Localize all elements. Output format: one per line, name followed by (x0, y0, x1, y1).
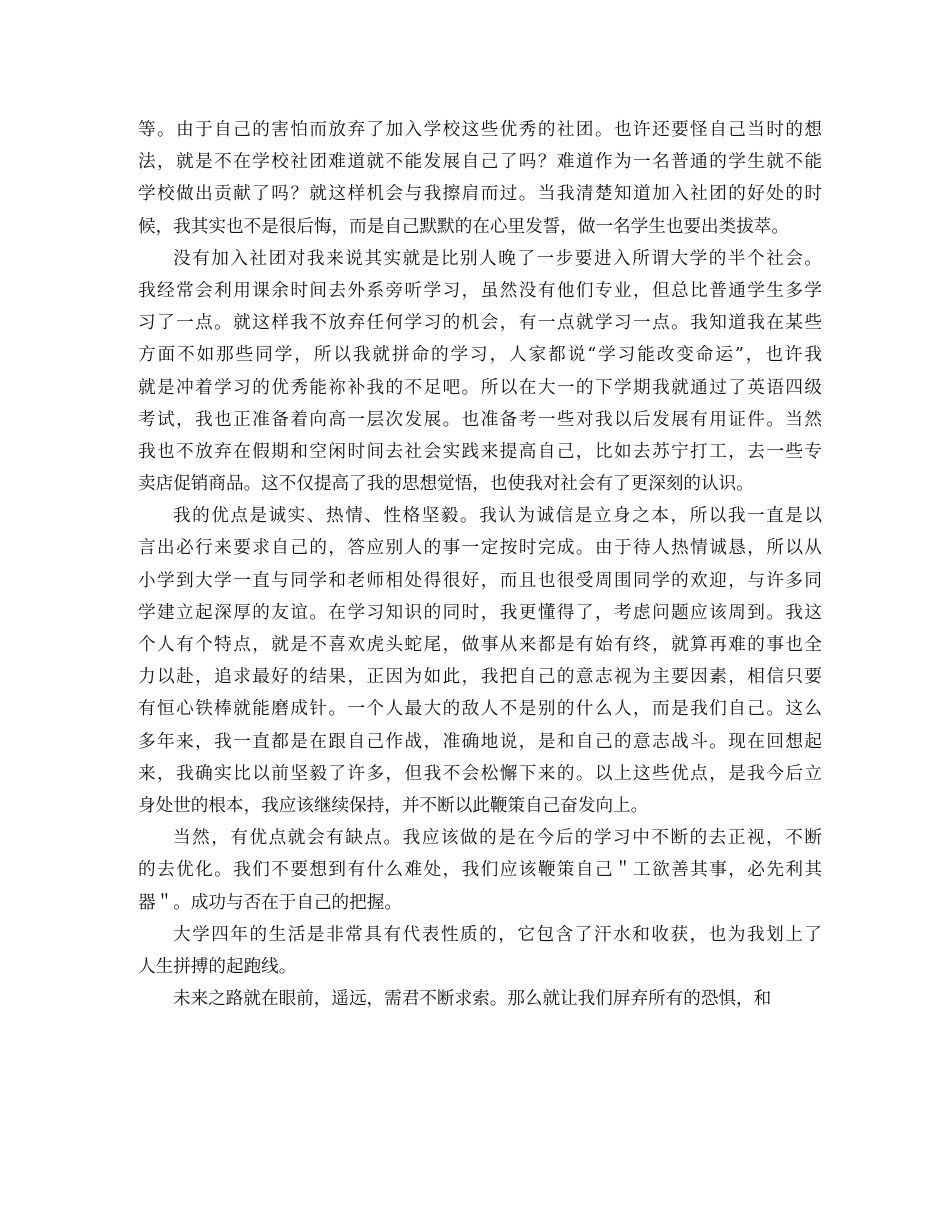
text-line: 的去优化。我们不要想到有什么难处，我们应该鞭策自己＂工欲善其事，必先利其 (138, 860, 822, 881)
text-line: 个人有个特点，就是不喜欢虎头蛇尾，做事从来都是有始有终，就算再难的事也全 (138, 635, 822, 655)
text-line: 言出必行来要求自己的，答应别人的事一定按时完成。由于待人热情诚恳，所以从 (138, 538, 822, 559)
paragraph (138, 500, 822, 822)
text-line: 身处世的根本，我应该继续保持，并不断以此鞭策自己奋发向上。 (138, 795, 649, 816)
paragraph (138, 114, 822, 243)
document-body (138, 114, 822, 1015)
text-line: 大学四年的生活是非常具有代表性质的，它包含了汗水和收获，也为我划上了 (173, 924, 822, 945)
text-line: 学建立起深厚的友谊。在学习知识的同时，我更懂得了，考虑问题应该周到。我这 (138, 602, 822, 623)
text-line: 没有加入社团对我来说其实就是比别人晚了一步要进入所谓大学的半个社会。 (173, 248, 822, 269)
text-line: 习了一点。就这样我不放弃任何学习的机会，有一点就学习一点。我知道我在某些 (138, 313, 822, 334)
text-line: 小学到大学一直与同学和老师相处得很好，而且也很受周围同学的欢迎，与许多同 (138, 570, 822, 591)
paragraph (138, 243, 822, 501)
text-line: 我的优点是诚实、热情、性格坚毅。我认为诚信是立身之本，所以我一直是以 (173, 506, 822, 527)
text-line: 法，就是不在学校社团难道就不能发展自己了吗？难道作为一名普通的学生就不能 (138, 152, 822, 173)
text-line: 学校做出贡献了吗？就这样机会与我擦肩而过。当我清楚知道加入社团的好处的时 (138, 184, 822, 205)
text-line: 有恒心铁棒就能磨成针。一个人最大的敌人不是别的什么人，而是我们自己。这么 (138, 699, 822, 720)
text-line: 多年来，我一直都是在跟自己作战，准确地说，是和自己的意志战斗。现在回想起 (138, 731, 822, 752)
text-line: 未来之路就在眼前，遥远，需君不断求索。那么就让我们屏弃所有的恐惧，和 (173, 989, 772, 1010)
text-line: 候，我其实也不是很后悔，而是自己默默的在心里发誓，做一名学生也要出类拔萃。 (138, 216, 789, 237)
text-line: 当然，有优点就会有缺点。我应该做的是在今后的学习中不断的去正视，不断 (173, 828, 822, 849)
text-line: 方面不如那些同学，所以我就拼命的学习，人家都说“学习能改变命运”，也许我 (138, 345, 822, 366)
text-line: 等。由于自己的害怕而放弃了加入学校这些优秀的社团。也许还要怪自己当时的想 (138, 120, 822, 140)
text-line: 考试，我也正准备着向高一层次发展。也准备考一些对我以后发展有用证件。当然 (138, 409, 822, 430)
paragraph (138, 822, 822, 919)
paragraph (138, 983, 822, 1015)
text-line: 力以赴，追求最好的结果，正因为如此，我把自己的意志视为主要因素，相信只要 (138, 667, 822, 688)
text-line: 人生拼搏的起跑线。 (138, 956, 297, 977)
text-line: 就是冲着学习的优秀能祢补我的不足吧。所以在大一的下学期我就通过了英语四级 (138, 377, 822, 398)
paragraph (138, 919, 822, 983)
text-line: 器＂。成功与否在于自己的把握。 (138, 892, 402, 913)
text-line: 来，我确实比以前坚毅了许多，但我不会松懈下来的。以上这些优点，是我今后立 (138, 763, 822, 784)
text-line: 我经常会利用课余时间去外系旁听学习，虽然没有他们专业，但总比普通学生多学 (138, 280, 822, 301)
text-line: 我也不放弃在假期和空闲时间去社会实践来提高自己，比如去苏宁打工，去一些专 (138, 441, 822, 462)
text-line: 卖店促销商品。这不仅提高了我的思想觉悟，也使我对社会有了更深刻的认识。 (138, 474, 754, 495)
